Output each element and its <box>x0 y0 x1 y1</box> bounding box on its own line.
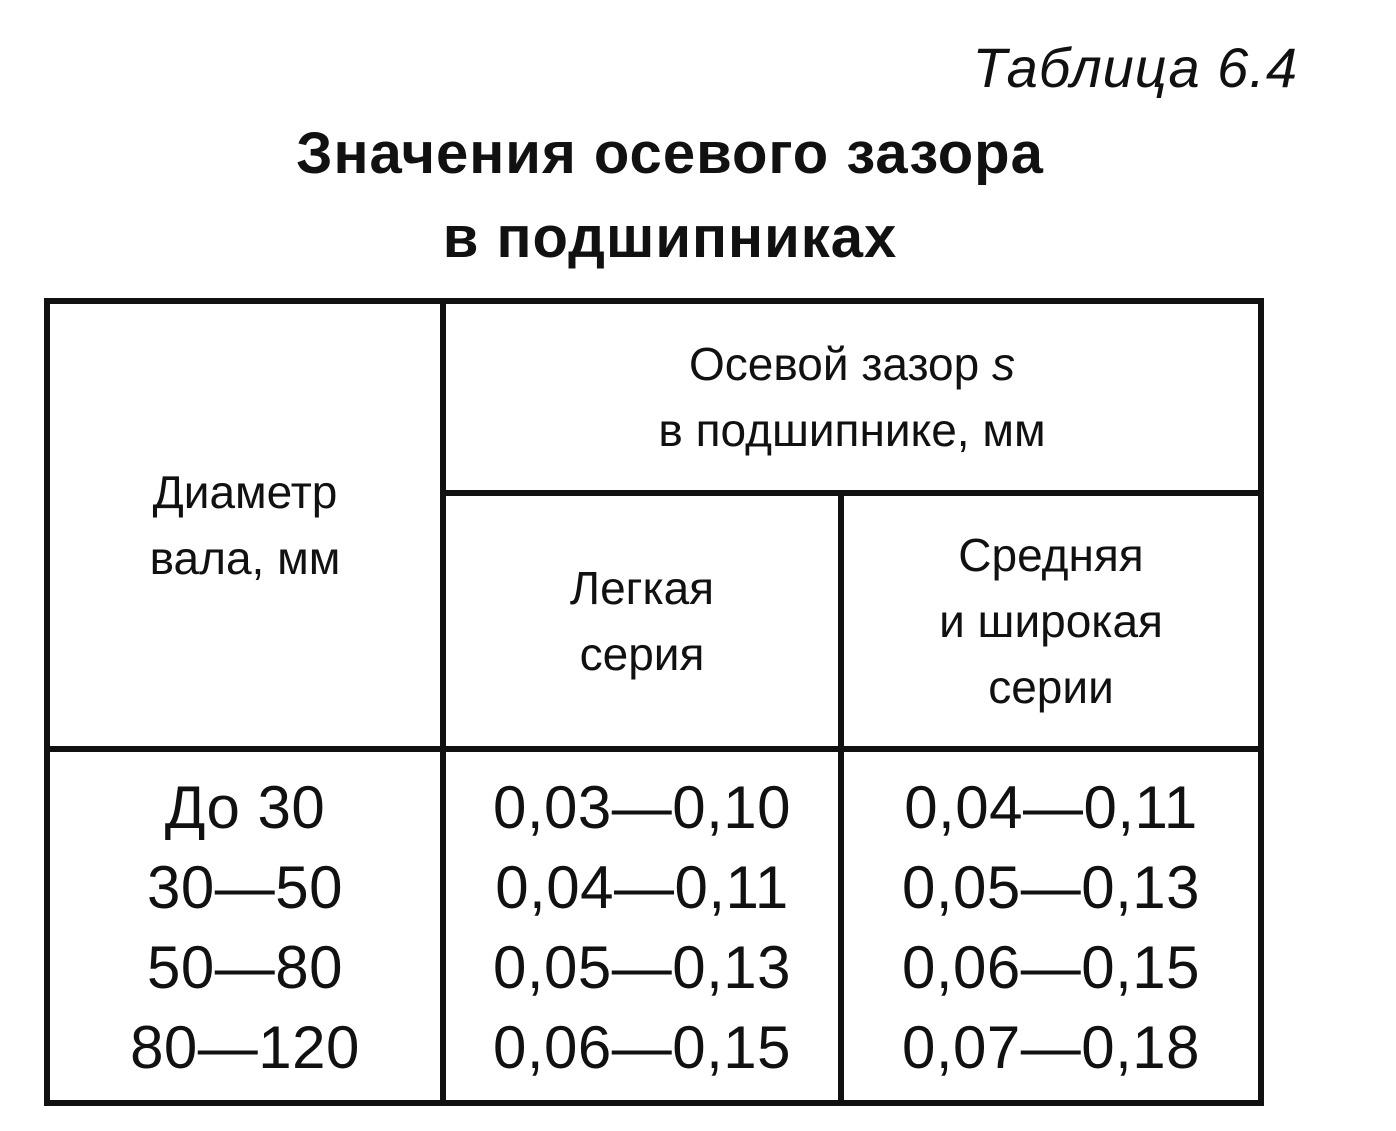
table-cell: 0,06—0,15 <box>901 934 1201 1001</box>
table-cell: 0,05—0,13 <box>492 934 792 1001</box>
table-cell: 80—120 <box>130 1014 360 1081</box>
table-cell: 0,07—0,18 <box>901 1014 1201 1081</box>
header-clearance-line-1 <box>446 331 1258 397</box>
header-light-line-2: серия <box>579 628 705 680</box>
diameter-column <box>47 749 443 1103</box>
header-diameter <box>47 301 443 749</box>
body-row <box>47 749 1261 1103</box>
table-cell: 30—50 <box>147 854 343 921</box>
header-clearance <box>443 301 1261 493</box>
medium-wide-series-column <box>841 749 1261 1103</box>
table-cell: 0,06—0,15 <box>492 1014 792 1081</box>
table-cell: 0,05—0,13 <box>901 854 1201 921</box>
header-clearance-line-2: в подшипнике, мм <box>658 404 1046 456</box>
header-medium-wide-series <box>841 493 1261 749</box>
table-cell: 0,04—0,11 <box>904 774 1198 841</box>
header-light-line-1: Легкая <box>569 562 715 614</box>
table-cell: 0,04—0,11 <box>495 854 789 921</box>
header-clearance-symbol: s <box>992 338 1016 390</box>
header-light-series <box>443 493 841 749</box>
table-cell: 50—80 <box>147 934 343 1001</box>
table-title-line-2: в подшипниках <box>442 205 898 270</box>
header-row-1 <box>47 301 1261 493</box>
clearance-table <box>44 298 1264 1106</box>
table-title <box>170 112 1170 280</box>
table-title-line-1: Значения осевого зазора <box>296 121 1044 186</box>
table-cell: До 30 <box>164 774 326 841</box>
header-medium-line-3: серии <box>988 661 1114 713</box>
table-number: Таблица 6.4 <box>972 36 1298 99</box>
light-series-column <box>443 749 841 1103</box>
header-diameter-line-2: вала, мм <box>149 532 341 584</box>
header-clearance-text: Осевой зазор <box>688 338 980 390</box>
header-medium-line-2: и широкая <box>939 595 1163 647</box>
header-medium-line-1: Средняя <box>958 529 1144 581</box>
header-diameter-line-1: Диаметр <box>152 466 338 518</box>
table-cell: 0,03—0,10 <box>492 774 792 841</box>
